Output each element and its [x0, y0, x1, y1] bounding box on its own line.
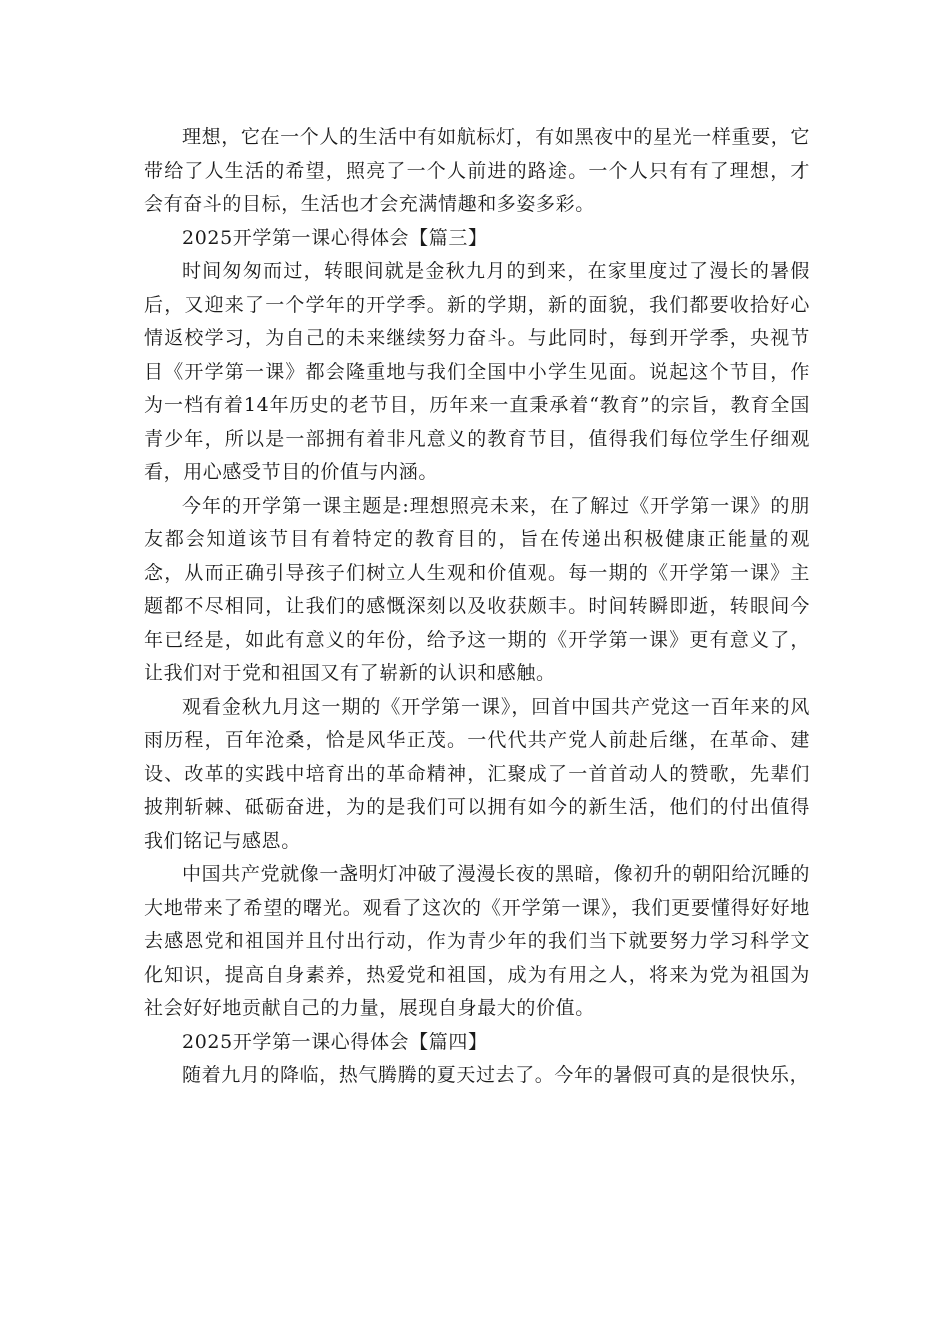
- paragraph-party: 中国共产党就像一盏明灯冲破了漫漫长夜的黑暗，像初升的朝阳给沉睡的大地带来了希望的曙光。观看了这次的《开学第一课》，我们更要懂得好好地去感恩党和祖国并且付出行动，作为青少年的我们当下就要努力学习科学文化知识，提高自身素养，热爱党和祖国，成为有用之人，将来为党为祖国为社会好好地贡献自己的力量，展现自身最大的价值。: [144, 863, 810, 1019]
- section-heading-part-four: 2025开学第一课心得体会【篇四】: [182, 1030, 488, 1053]
- document-body: [144, 121, 810, 1093]
- section-heading-part-three: 2025开学第一课心得体会【篇三】: [182, 226, 488, 249]
- paragraph-theme: 今年的开学第一课主题是:理想照亮未来，在了解过《开学第一课》的朋友都会知道该节目有着特定的教育目的，旨在传递出积极健康正能量的观念，从而正确引导孩子们树立人生观和价值观。每一期的《开学第一课》主题都不尽相同，让我们的感慨深刻以及收获颇丰。时间转瞬即逝，转眼间今年已经是，如此有意义的年份，给予这一期的《开学第一课》更有意义了，让我们对于党和祖国又有了崭新的认识和感触。: [144, 494, 810, 684]
- paragraph-watching: 观看金秋九月这一期的《开学第一课》，回首中国共产党这一百年来的风雨历程，百年沧桑，恰是风华正茂。一代代共产党人前赴后继，在革命、建设、改革的实践中培育出的革命精神，汇聚成了一首首动人的赞歌，先辈们披荆斩棘、砥砺奋进，为的是我们可以拥有如今的新生活，他们的付出值得我们铭记与感恩。: [144, 695, 810, 852]
- paragraph-september: 随着九月的降临，热气腾腾的夏天过去了。今年的暑假可真的是很快乐，: [182, 1064, 810, 1086]
- paragraph-time-passes: 时间匆匆而过，转眼间就是金秋九月的到来，在家里度过了漫长的暑假后，又迎来了一个学年的开学季。新的学期，新的面貌，我们都要收拾好心情返校学习，为自己的未来继续努力奋斗。与此同时，每到开学季，央视节目《开学第一课》都会隆重地与我们全国中小学生见面。说起这个节目，作为一档有着14年历史的老节目，历年来一直秉承着“教育”的宗旨，教育全国青少年，所以是一部拥有着非凡意义的教育节目，值得我们每位学生仔细观看，用心感受节目的价值与内涵。: [144, 260, 810, 483]
- paragraph-ideal: 理想，它在一个人的生活中有如航标灯，有如黑夜中的星光一样重要，它带给了人生活的希望，照亮了一个人前进的路途。一个人只有有了理想，才会有奋斗的目标，生活也才会充满情趣和多姿多彩。: [144, 126, 810, 215]
